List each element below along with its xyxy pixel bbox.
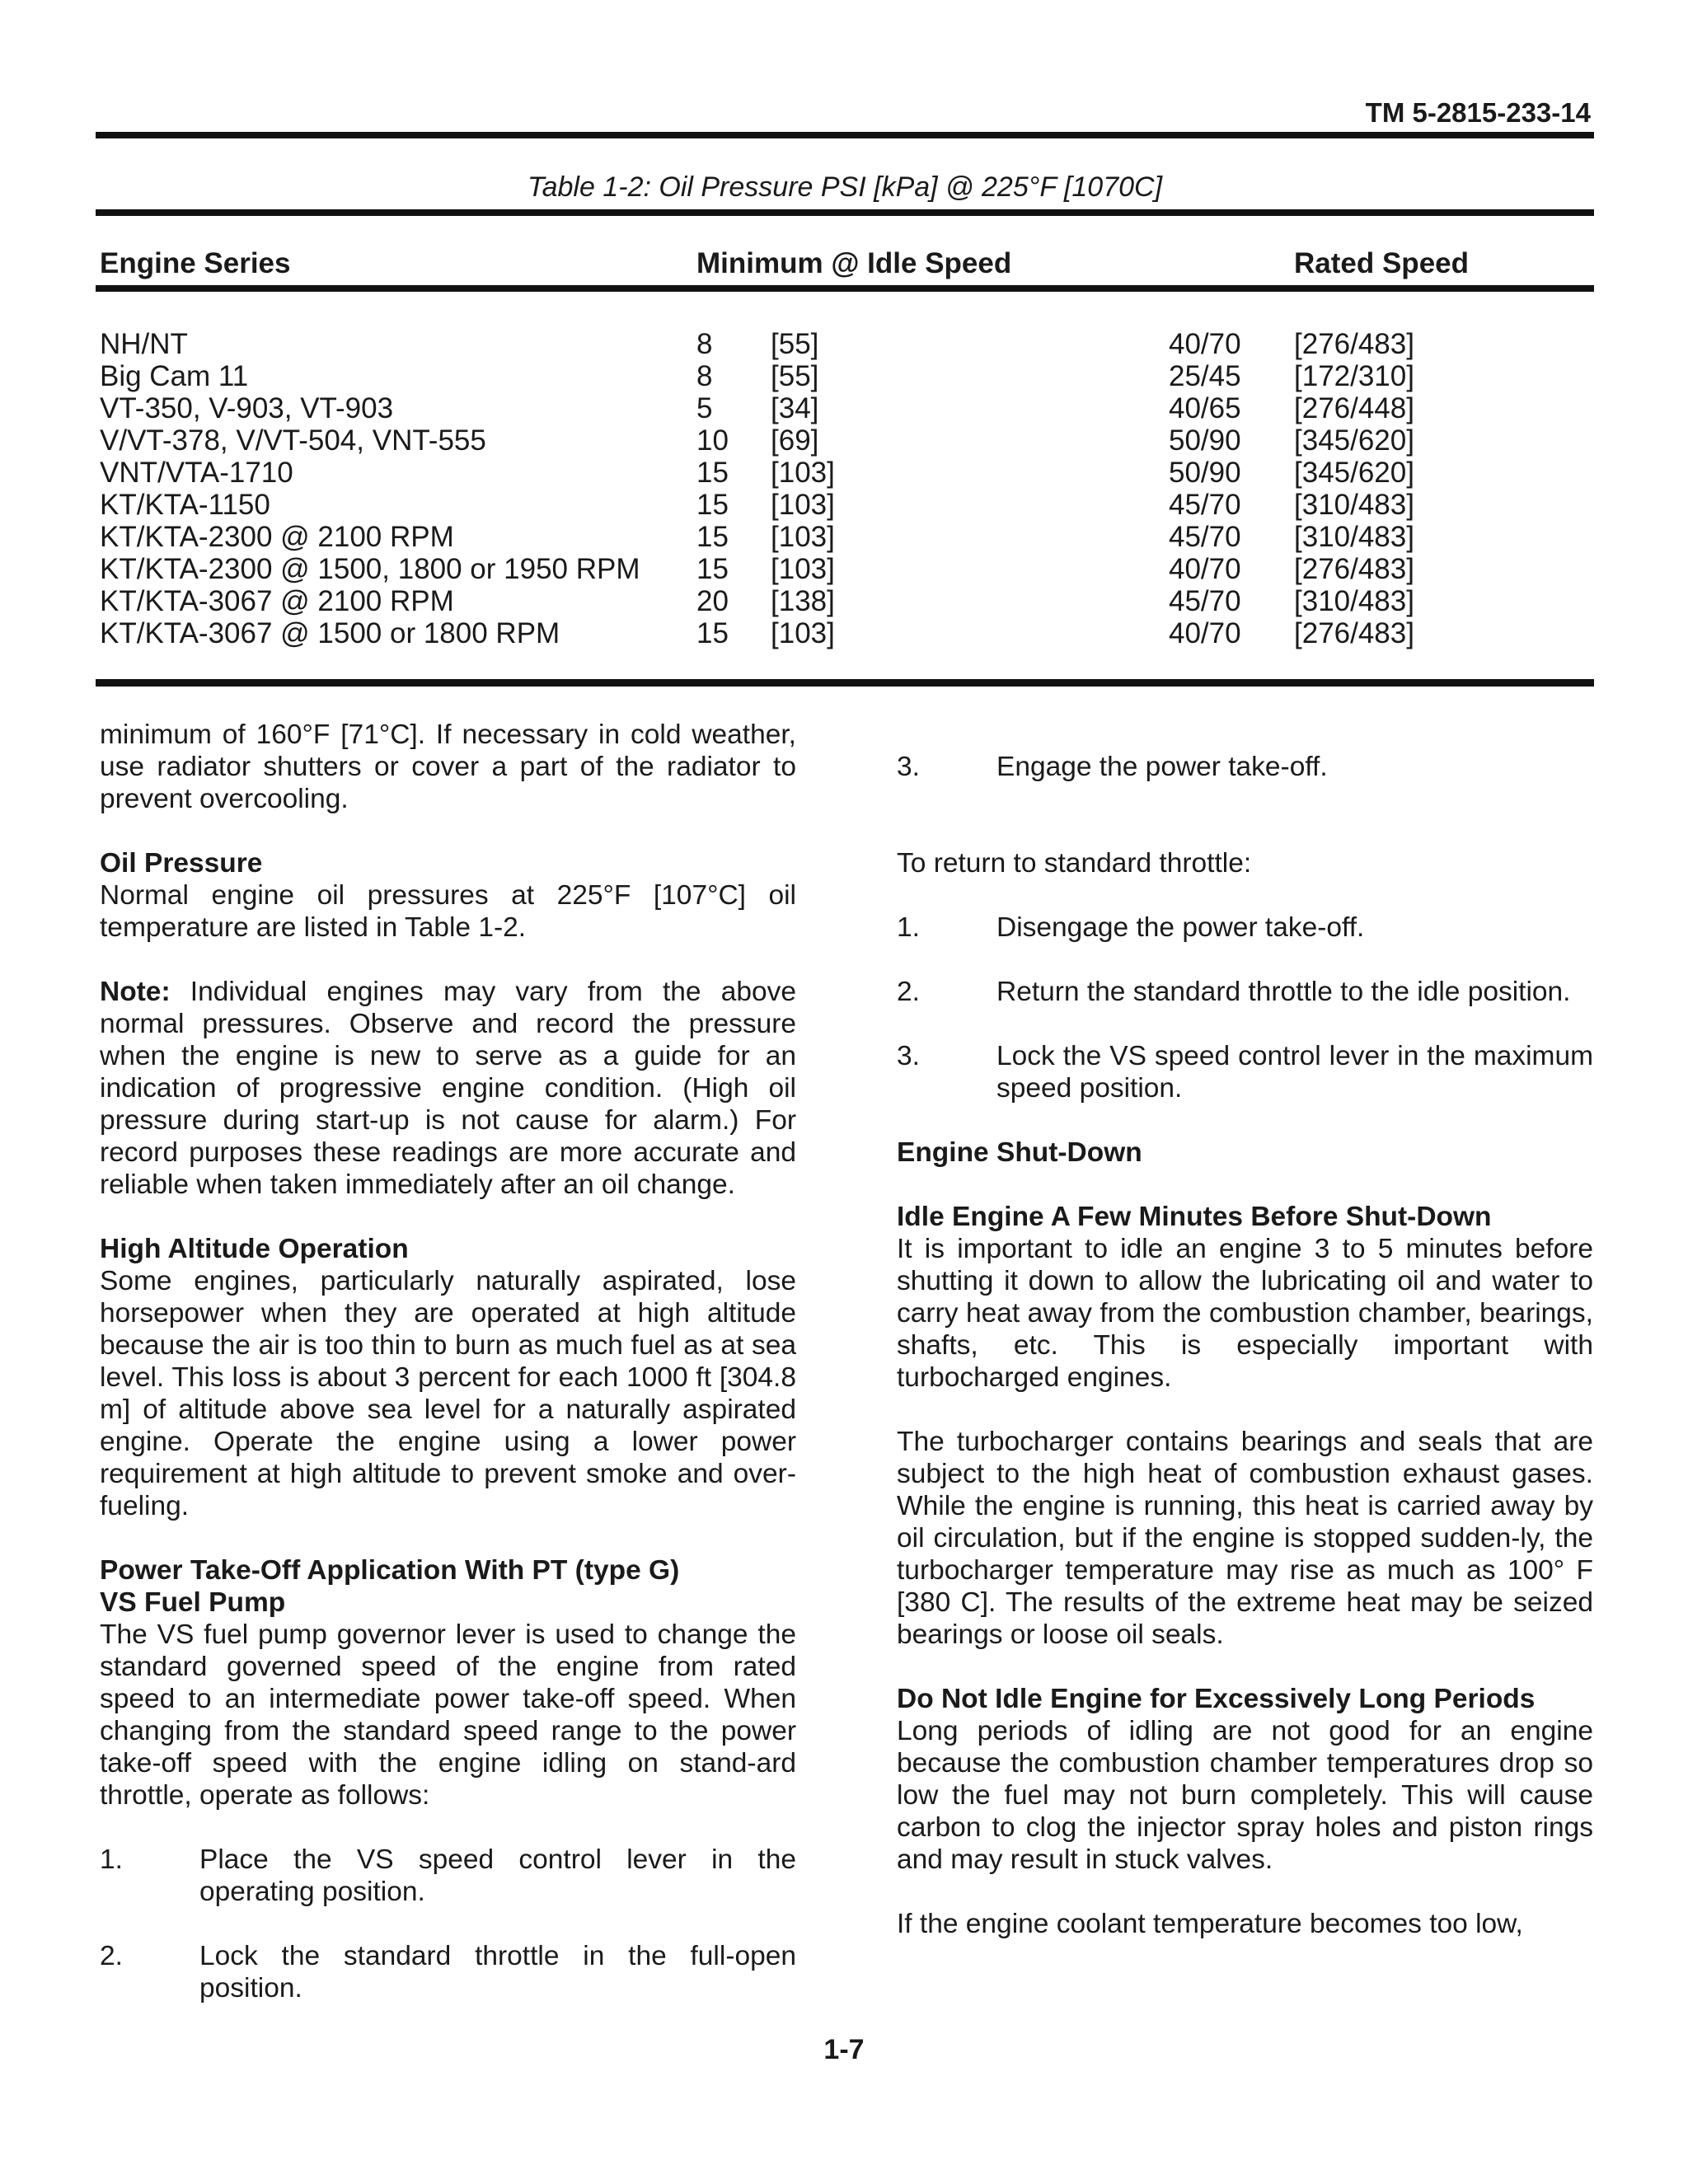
min-kpa-cell: [103] xyxy=(771,553,835,585)
table-row xyxy=(0,424,1688,457)
list-item xyxy=(100,1844,796,1908)
rated-kpa-cell: [310/483] xyxy=(1294,585,1414,617)
min-kpa-cell: [34] xyxy=(771,392,819,424)
engine-series-cell: V/VT-378, V/VT-504, VNT-555 xyxy=(100,424,486,457)
step-text: Place the VS speed control lever in the operating position. xyxy=(199,1844,796,1907)
table-row xyxy=(0,392,1688,424)
min-psi-cell: 15 xyxy=(696,553,729,585)
note-paragraph xyxy=(100,976,796,1201)
min-psi-cell: 15 xyxy=(696,489,729,521)
step-number: 2. xyxy=(100,1941,123,1971)
return-instruction: To return to standard throttle: xyxy=(897,848,1252,879)
note-label: Note: xyxy=(100,977,171,1007)
table-row xyxy=(0,521,1688,553)
min-kpa-cell: [103] xyxy=(771,617,835,649)
list-item xyxy=(100,1940,796,2004)
table-row xyxy=(0,360,1688,392)
table-row xyxy=(0,328,1688,360)
note-text: Individual engines may vary from the above normal pressures. Observe and record the pressure when the engine is new to serve as a guide for an indication of progressive engine condition. (High oil pressure during start-up is not cause for alarm.) For record purposes these readings are more accurate and reliable when taken immediately after an oil change. xyxy=(100,977,796,1200)
min-psi-cell: 5 xyxy=(696,392,713,424)
engine-series-cell: KT/KTA-1150 xyxy=(100,489,270,521)
min-psi-cell: 8 xyxy=(696,360,713,392)
min-kpa-cell: [103] xyxy=(771,457,835,489)
header-engine-series: Engine Series xyxy=(100,247,291,279)
rated-psi-cell: 50/90 xyxy=(1169,424,1241,457)
engine-shutdown-heading: Engine Shut-Down xyxy=(897,1137,1142,1168)
rated-psi-cell: 45/70 xyxy=(1169,585,1241,617)
rated-psi-cell: 40/65 xyxy=(1169,392,1241,424)
step-number: 2. xyxy=(897,977,920,1007)
step-number: 1. xyxy=(100,1844,123,1875)
rated-psi-cell: 40/70 xyxy=(1169,617,1241,649)
rated-kpa-cell: [345/620] xyxy=(1294,457,1414,489)
left-column xyxy=(100,719,796,2004)
step-number: 3. xyxy=(897,752,920,782)
rated-kpa-cell: [310/483] xyxy=(1294,489,1414,521)
engine-series-cell: VNT/VTA-1710 xyxy=(100,457,293,489)
rated-kpa-cell: [172/310] xyxy=(1294,360,1414,392)
min-psi-cell: 8 xyxy=(696,328,713,360)
engine-series-cell: VT-350, V-903, VT-903 xyxy=(100,392,394,424)
min-kpa-cell: [69] xyxy=(771,424,819,457)
list-item xyxy=(897,912,1593,944)
step-text: Disengage the power take-off. xyxy=(996,912,1365,943)
high-altitude-paragraph: Some engines, particularly naturally aspirated, lose horsepower when they are operated at high altitude because the air is too thin to burn as much fuel as at sea level. This loss is about 3 percent for each 1000 ft [304.8 m] of altitude above sea level for a naturally aspirated engine. Operate the engine using a lower power requirement at high altitude to prevent smoke and over-fueling. xyxy=(100,1266,796,1521)
min-psi-cell: 15 xyxy=(696,617,729,649)
min-kpa-cell: [103] xyxy=(771,521,835,553)
right-column xyxy=(897,719,1593,1940)
vs-fuel-pump-heading: VS Fuel Pump xyxy=(100,1587,286,1618)
engine-series-cell: KT/KTA-2300 @ 1500, 1800 or 1950 RPM xyxy=(100,553,640,585)
rated-psi-cell: 25/45 xyxy=(1169,360,1241,392)
table-row xyxy=(0,553,1688,585)
rated-kpa-cell: [276/483] xyxy=(1294,328,1414,360)
min-kpa-cell: [103] xyxy=(771,489,835,521)
step-text: Lock the standard throttle in the full-open position. xyxy=(199,1941,796,2004)
rated-kpa-cell: [310/483] xyxy=(1294,521,1414,553)
step-number: 3. xyxy=(897,1041,920,1071)
rated-kpa-cell: [276/483] xyxy=(1294,553,1414,585)
step-text: Lock the VS speed control lever in the maximum speed position. xyxy=(996,1041,1593,1104)
pto-paragraph: The VS fuel pump governor lever is used to change the standard governed speed of the engine from rated speed to an intermediate power take-off speed. When changing from the standard speed range to the power take-off speed with the engine idling on stand-ard throttle, operate as follows: xyxy=(100,1619,796,1811)
document-id: TM 5-2815-233-14 xyxy=(1365,97,1591,128)
min-psi-cell: 20 xyxy=(696,585,729,617)
min-psi-cell: 15 xyxy=(696,521,729,553)
engine-series-cell: KT/KTA-3067 @ 1500 or 1800 RPM xyxy=(100,617,560,649)
page-number: 1-7 xyxy=(823,2034,865,2065)
step-text: Engage the power take-off. xyxy=(996,752,1328,782)
table-caption: Table 1-2: Oil Pressure PSI [kPa] @ 225°F [1070C] xyxy=(527,171,1163,203)
min-kpa-cell: [55] xyxy=(771,360,819,392)
table-header-rule xyxy=(96,285,1594,292)
step-text: Return the standard throttle to the idle position. xyxy=(996,977,1571,1007)
engine-series-cell: KT/KTA-2300 @ 2100 RPM xyxy=(100,521,454,553)
min-psi-cell: 15 xyxy=(696,457,729,489)
step-number: 1. xyxy=(897,912,920,943)
rated-psi-cell: 40/70 xyxy=(1169,328,1241,360)
top-rule xyxy=(96,132,1594,138)
engine-series-cell: Big Cam 11 xyxy=(100,360,249,392)
rated-kpa-cell: [276/448] xyxy=(1294,392,1414,424)
rated-psi-cell: 45/70 xyxy=(1169,521,1241,553)
min-psi-cell: 10 xyxy=(696,424,729,457)
table-row xyxy=(0,617,1688,649)
idle-engine-paragraph: It is important to idle an engine 3 to 5 minutes before shutting it down to allow the lubricating oil and water to carry heat away from the combustion chamber, bearings, shafts, etc. This is especially important with turbocharged engines. xyxy=(897,1234,1593,1393)
rated-kpa-cell: [276/483] xyxy=(1294,617,1414,649)
table-row xyxy=(0,585,1688,617)
oil-pressure-paragraph: Normal engine oil pressures at 225°F [107°C] oil temperature are listed in Table 1-2. xyxy=(100,880,796,943)
engine-series-cell: NH/NT xyxy=(100,328,188,360)
list-item xyxy=(897,1040,1593,1104)
header-minimum-idle: Minimum @ Idle Speed xyxy=(696,247,1012,279)
engine-series-cell: KT/KTA-3067 @ 2100 RPM xyxy=(100,585,454,617)
header-rated-speed: Rated Speed xyxy=(1294,247,1469,279)
intro-paragraph: minimum of 160°F [71°C]. If necessary in cold weather, use radiator shutters or cover a part of the radiator to prevent overcooling. xyxy=(100,719,796,814)
high-altitude-heading: High Altitude Operation xyxy=(100,1234,409,1264)
list-item xyxy=(897,751,1593,783)
pto-heading: Power Take-Off Application With PT (type G) xyxy=(100,1555,680,1586)
min-kpa-cell: [138] xyxy=(771,585,835,617)
table-top-rule xyxy=(96,209,1594,216)
turbocharger-paragraph: The turbocharger contains bearings and seals that are subject to the high heat of combustion exhaust gases. While the engine is running, this heat is carried away by oil circulation, but if the engine is stopped sudden-ly, the turbocharger temperature may rise as much as 100° F [380 C]. The results of the extreme heat may be seized bearings or loose oil seals. xyxy=(897,1427,1593,1650)
table-row xyxy=(0,489,1688,521)
oil-pressure-heading: Oil Pressure xyxy=(100,848,263,879)
coolant-paragraph: If the engine coolant temperature becomes too low, xyxy=(897,1909,1523,1939)
long-idle-heading: Do Not Idle Engine for Excessively Long Periods xyxy=(897,1684,1536,1714)
table-bottom-rule xyxy=(96,679,1594,687)
idle-engine-heading: Idle Engine A Few Minutes Before Shut-Down xyxy=(897,1202,1492,1232)
table-row xyxy=(0,457,1688,489)
rated-kpa-cell: [345/620] xyxy=(1294,424,1414,457)
rated-psi-cell: 40/70 xyxy=(1169,553,1241,585)
long-idle-paragraph: Long periods of idling are not good for an engine because the combustion chamber temperatures drop so low the fuel may not burn completely. This will cause carbon to clog the injector spray holes and piston rings and may result in stuck valves. xyxy=(897,1716,1593,1875)
rated-psi-cell: 45/70 xyxy=(1169,489,1241,521)
min-kpa-cell: [55] xyxy=(771,328,819,360)
rated-psi-cell: 50/90 xyxy=(1169,457,1241,489)
list-item xyxy=(897,976,1593,1008)
